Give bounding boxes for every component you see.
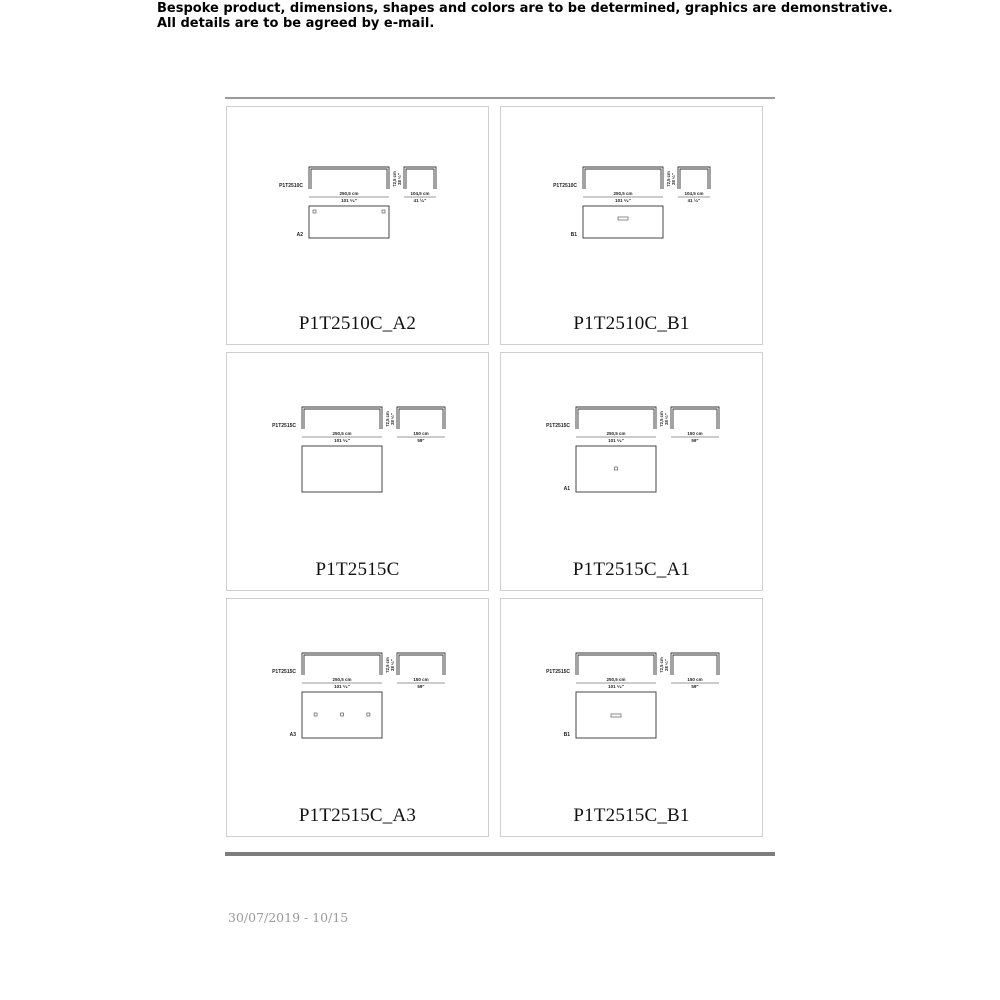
side-elevation-outline xyxy=(309,167,389,189)
length-in-label: 101 ⁵⁄₈" xyxy=(608,438,624,443)
technical-drawing xyxy=(501,599,764,799)
technical-drawing xyxy=(227,599,490,799)
length-cm-label: 250,5 cm xyxy=(613,191,633,196)
end-elevation-outline xyxy=(404,167,436,189)
cable-hole xyxy=(367,713,370,716)
length-cm-label: 250,5 cm xyxy=(606,677,626,682)
depth-cm-label: 150 cm xyxy=(687,431,703,436)
side-elevation-outline xyxy=(576,653,656,675)
disclaimer-line-2: All details are to be agreed by e-mail. xyxy=(157,16,435,31)
plan-view-outline xyxy=(576,692,656,738)
length-cm-label: 250,5 cm xyxy=(332,431,352,436)
product-code-title: P1T2515C xyxy=(315,559,400,580)
depth-cm-label: 150 cm xyxy=(413,431,429,436)
product-card xyxy=(226,598,489,837)
cable-hole xyxy=(313,210,316,213)
depth-in-label: 59" xyxy=(691,684,699,689)
depth-in-label: 59" xyxy=(417,438,425,443)
length-in-label: 101 ⁵⁄₈" xyxy=(615,198,631,203)
variant-label: B1 xyxy=(570,232,577,238)
plan-view-outline xyxy=(309,206,389,238)
cable-hole xyxy=(382,210,385,213)
product-code-title: P1T2510C_B1 xyxy=(573,313,690,334)
product-card xyxy=(500,352,763,591)
height-in-label: 28 ¹⁄₂" xyxy=(397,173,402,185)
plan-view-outline xyxy=(302,446,382,492)
cable-hole xyxy=(615,467,618,470)
variant-label: B1 xyxy=(563,732,570,738)
height-cm-label: 72,5 cm xyxy=(392,171,397,187)
disclaimer-line-1: Bespoke product, dimensions, shapes and colors are to be determined, graphics are demonstrative. xyxy=(157,1,893,16)
model-label: P1T2515C xyxy=(272,423,296,429)
plan-view-outline xyxy=(583,206,663,238)
technical-drawing xyxy=(227,107,490,307)
length-in-label: 101 ⁵⁄₈" xyxy=(334,438,350,443)
product-card xyxy=(226,352,489,591)
product-grid xyxy=(226,106,766,839)
cable-hole xyxy=(314,713,317,716)
side-elevation-outline xyxy=(583,167,663,189)
technical-drawing xyxy=(501,353,764,553)
depth-in-label: 59" xyxy=(691,438,699,443)
product-code-title: P1T2515C_B1 xyxy=(573,805,690,826)
product-code-title: P1T2515C_A3 xyxy=(298,805,417,826)
length-in-label: 101 ⁵⁄₈" xyxy=(334,684,350,689)
cable-hole xyxy=(341,713,344,716)
variant-label: A2 xyxy=(296,232,303,238)
height-cm-label: 72,5 cm xyxy=(666,171,671,187)
side-elevation-outline xyxy=(302,653,382,675)
end-elevation-outline xyxy=(678,167,710,189)
disclaimer-notice xyxy=(157,1,893,31)
product-card xyxy=(226,106,489,345)
side-elevation-outline xyxy=(302,407,382,429)
model-label: P1T2515C xyxy=(546,423,570,429)
variant-label: A1 xyxy=(563,486,570,492)
top-divider xyxy=(225,97,775,99)
height-cm-label: 72,5 cm xyxy=(659,411,664,427)
length-in-label: 101 ⁵⁄₈" xyxy=(608,684,624,689)
depth-cm-label: 104,5 cm xyxy=(684,191,704,196)
model-label: P1T2515C xyxy=(272,669,296,675)
length-cm-label: 250,5 cm xyxy=(332,677,352,682)
product-card xyxy=(500,106,763,345)
height-in-label: 28 ¹⁄₂" xyxy=(664,659,669,671)
depth-cm-label: 104,5 cm xyxy=(410,191,430,196)
depth-in-label: 41 ¹⁄₈" xyxy=(687,198,701,203)
model-label: P1T2515C xyxy=(546,669,570,675)
side-elevation-outline xyxy=(576,407,656,429)
cable-slot xyxy=(611,714,621,717)
end-elevation-outline xyxy=(397,653,445,675)
technical-drawing xyxy=(227,353,490,553)
technical-drawing xyxy=(501,107,764,307)
model-label: P1T2510C xyxy=(279,183,303,189)
depth-in-label: 59" xyxy=(417,684,425,689)
end-elevation-outline xyxy=(671,407,719,429)
length-in-label: 101 ⁵⁄₈" xyxy=(341,198,357,203)
plan-view-outline xyxy=(576,446,656,492)
model-label: P1T2510C xyxy=(553,183,577,189)
depth-in-label: 41 ¹⁄₈" xyxy=(413,198,427,203)
cable-slot xyxy=(618,217,628,220)
height-in-label: 28 ¹⁄₂" xyxy=(390,413,395,425)
length-cm-label: 250,5 cm xyxy=(606,431,626,436)
product-code-title: P1T2510C_A2 xyxy=(298,313,417,334)
length-cm-label: 250,5 cm xyxy=(339,191,359,196)
page-footer: 30/07/2019 - 10/15 xyxy=(228,910,349,925)
height-in-label: 28 ¹⁄₂" xyxy=(664,413,669,425)
height-cm-label: 72,5 cm xyxy=(385,411,390,427)
end-elevation-outline xyxy=(397,407,445,429)
product-card xyxy=(500,598,763,837)
end-elevation-outline xyxy=(671,653,719,675)
product-code-title: P1T2515C_A1 xyxy=(572,559,691,580)
height-in-label: 28 ¹⁄₂" xyxy=(671,173,676,185)
variant-label: A3 xyxy=(289,732,296,738)
depth-cm-label: 150 cm xyxy=(413,677,429,682)
height-cm-label: 72,5 cm xyxy=(659,657,664,673)
bottom-divider xyxy=(225,852,775,856)
height-in-label: 28 ¹⁄₂" xyxy=(390,659,395,671)
depth-cm-label: 150 cm xyxy=(687,677,703,682)
height-cm-label: 72,5 cm xyxy=(385,657,390,673)
